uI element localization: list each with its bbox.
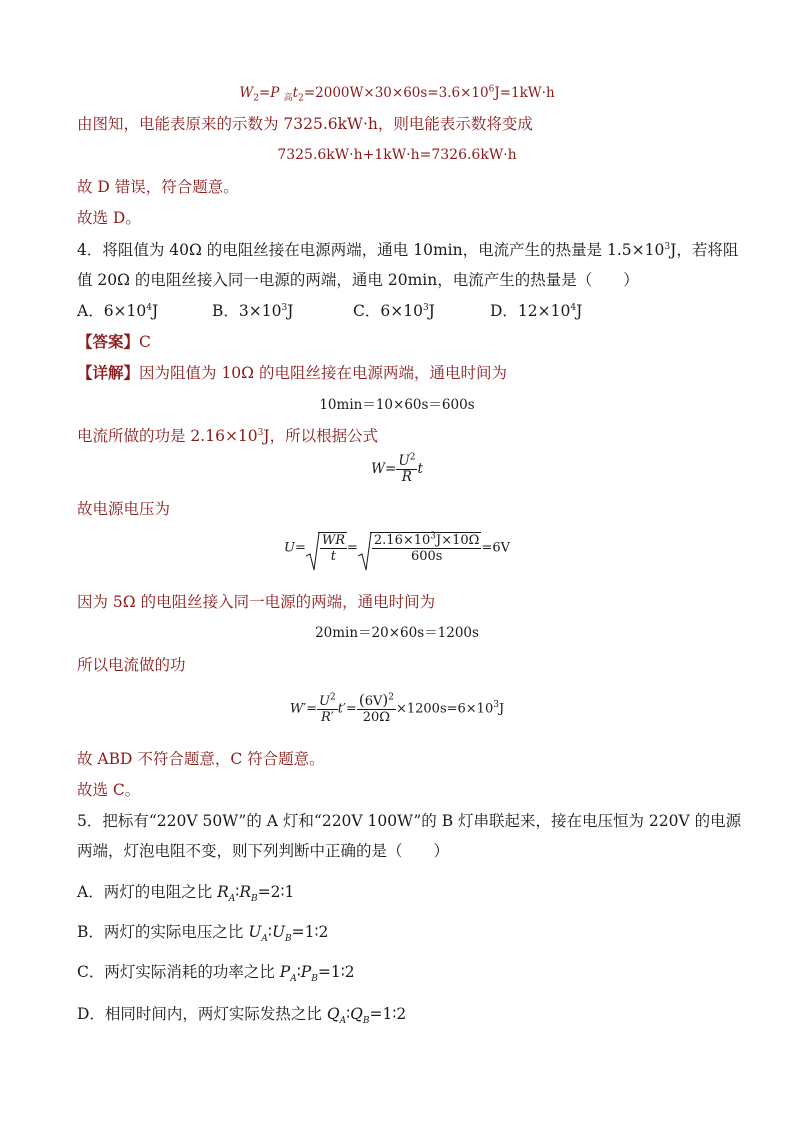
q5-option-d: D．相同时间内，两灯实际发热之比 $Q_A∶Q_B=1∶2$ (77, 1005, 407, 1027)
meter-result: 7325.6kW·h+1kW·h=7326.6kW·h (277, 147, 517, 163)
voltage-formula: U= $\frac{WR}{t}$ = $\frac{2.16\times 10^3J\times 10\Omega}{600s}$ =6V (0, 532, 794, 564)
abd-text-line: 故 ABD 不符合题意，C 符合题意。 (77, 750, 325, 768)
q4-text-line1: 4．将阻值为 40Ω 的电阻丝接在电源两端，通电 10min，电流产生的热量是 $1.5\times 10^3J$，若将阻 (77, 241, 739, 259)
radical-sign-icon (358, 532, 372, 572)
time-calc-1: 10min＝10×60s＝600s (319, 397, 475, 413)
detail-line (77, 363, 507, 383)
fraction-6v-sq-over-20: $\frac{(6V)^2}{20\Omega}$ (358, 691, 394, 725)
work-formula: W= $\frac{U^2}{R}$ t (371, 452, 423, 485)
q5-text-line2: 两端，灯泡电阻不变，则下列判断中正确的是（ ） (77, 842, 450, 860)
detail-tag: 【详解】 (77, 363, 140, 382)
answer-value: C (139, 333, 151, 351)
meter-note: 由图知，电能表原来的示数为 7325.6kW·h，则电能表示数将变成 (77, 115, 533, 133)
sqrt-numeric: $\frac{2.16\times 10^3J\times 10\Omega}{600s}$ (358, 532, 482, 564)
voltage-text-line: 故电源电压为 (77, 500, 171, 518)
answer-line (77, 332, 151, 352)
time-calc-2: 20min＝20×60s＝1200s (315, 625, 479, 641)
q4-option-a: A．$6\times 10^4J$ (77, 302, 159, 320)
fraction-u2-over-rprime: $\frac{U^2}{R'}$ (319, 692, 336, 725)
r5-text-line: 因为 5Ω 的电阻丝接入同一电源的两端，通电时间为 (77, 593, 436, 611)
choose-c-line: 故选 C。 (77, 781, 141, 799)
q5-option-c: C．两灯实际消耗的功率之比 $P_A∶P_B=1∶2$ (77, 963, 355, 985)
radical-sign-icon (306, 532, 320, 572)
d-wrong-line: 故 D 错误，符合题意。 (77, 178, 239, 196)
q4-option-c: C．$6\times 10^3J$ (353, 302, 435, 320)
q4-text-line2: 值 20Ω 的电阻丝接入同一电源的两端，通电 20min，电流产生的热量是（ ） (77, 271, 639, 289)
q5-option-a: A．两灯的电阻之比 $R_A∶R_B=2∶1$ (77, 883, 295, 905)
work-text-line: 电流所做的功是 $2.16\times 10^3J$，所以根据公式 (77, 427, 379, 445)
work2-text-line: 所以电流做的功 (77, 656, 186, 674)
q4-option-d: D．$12\times 10^4J$ (490, 302, 583, 320)
q5-option-b: B．两灯的实际电压之比 $U_A∶U_B=1∶2$ (77, 923, 329, 945)
q4-option-b: B．$3\times 10^3J$ (212, 302, 294, 320)
sqrt-wr-over-t: $\frac{WR}{t}$ (306, 532, 347, 564)
detail-text: 因为阻值为 10Ω 的电阻丝接在电源两端，通电时间为 (139, 364, 507, 382)
fraction-u2-over-r: $\frac{U^2}{R}$ (398, 452, 416, 485)
answer-tag: 【答案】 (77, 332, 140, 351)
work2-formula: W′= $\frac{U^2}{R'}$ t′= $\frac{(6V)^2}{20\Omega}$ $\times 1200s=6\times 10^3J$ (289, 691, 505, 725)
w2-formula-line: $W_2=P$ $_高t_2=2000W\times 30\times 60s=3.6\times 10^6J=1kW\cdot h$ (239, 84, 555, 104)
q5-text-line1: 5．把标有“220V 50W”的 A 灯和“220V 100W”的 B 灯串联起来，接在电压恒为 220V 的电源 (77, 812, 742, 830)
choose-d-line: 故选 D。 (77, 209, 141, 227)
